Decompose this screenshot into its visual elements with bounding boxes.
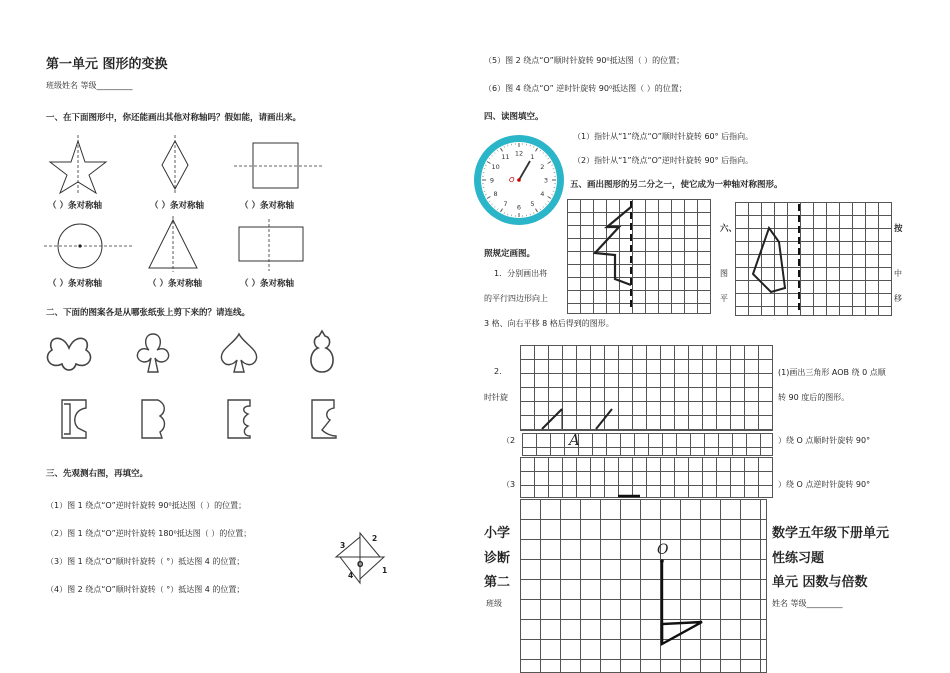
rhombus-figure [150,135,200,195]
cover-right-4: 姓名 等级_________ [772,598,843,609]
paper-piece-3 [222,396,258,442]
pinwheel-figure [336,529,392,587]
six-part-3-left: （3 [502,479,515,490]
section-2-title: 二、下面的图案各是从哪张纸张上剪下来的？请连线。 [46,306,250,318]
six-q2-number: 2. [494,367,502,376]
cover-left-1: 小学 [484,522,510,541]
clock-number: 9 [490,177,494,185]
side-text-ping: 平 [720,293,728,304]
spade-pattern [214,330,264,376]
question-2: （2）图 1 绕点“O”逆时针旋转 180⁰抵达图（ ）的位置； [46,528,251,539]
section-1-title: 一、在下面图形中，你还能画出其他对称轴吗？假如能，请画出来。 [46,111,301,123]
section-6-prefix: 六、 [720,222,737,234]
section-3-title: 三、先观测右图，再填空。 [46,467,148,479]
circle-figure [44,222,134,272]
clock-number: 10 [491,163,499,171]
clock-number: 7 [503,200,507,208]
pinwheel-label-1: 1 [382,566,387,575]
section-4-title: 四、读图填空。 [484,110,544,122]
paper-piece-2 [136,396,172,442]
axis-count-6: （ ）条对称轴 [240,277,294,289]
clock-figure [472,133,566,227]
clock-number: 1 [530,153,534,161]
point-a-label: A [569,431,580,449]
clock-center-label: O [509,176,515,184]
club-pattern [128,330,178,376]
clock-number: 4 [540,190,544,198]
pinwheel-label-2: 2 [372,534,377,543]
rectangle-figure [236,219,316,271]
cover-left-2: 诊断 [484,547,510,566]
question-1: （1）图 1 绕点“O”逆时针旋转 90⁰抵达图（ ）的位置； [46,500,246,511]
six-q2-text-2: 转 90 度后的图形。 [778,392,849,403]
star-figure [44,133,114,195]
pinwheel-label-3: 3 [340,541,345,550]
axis-count-5: （ ）条对称轴 [148,277,202,289]
pinwheel-label-o: O [357,560,363,569]
question-4: （4）图 2 绕点“O”顺时针旋转（ °）抵达图 4 的位置； [46,584,244,595]
section-6-suffix: 按 [894,222,903,234]
cover-right-3: 单元 因数与倍数 [772,571,868,590]
clock-number: 3 [544,177,548,185]
six-part-2-right: ）绕 O 点顺时针旋转 90° [778,435,870,446]
rotation-figure-1 [520,345,772,430]
six-part-2-left: （2 [502,435,515,446]
clock-number: 12 [515,150,523,158]
six-q2-text-left: 时针旋 [484,392,508,403]
trefoil-pattern [44,330,94,376]
cover-right-1: 数学五年级下册单元 [772,522,889,541]
six-q2-text-1: (1)画出三角形 AOB 绕 0 点顺 [778,367,886,378]
pinwheel-label-4: 4 [348,571,353,580]
side-text-tu: 图 [720,268,728,279]
clock-number: 11 [501,153,509,161]
clock-number: 2 [540,163,544,171]
cover-left-3: 第二 [484,571,510,590]
square-figure [234,136,324,196]
section-6-title: 照规定画图。 [484,247,535,259]
section-5-title: 五、画出图形的另二分之一，使它成为一种轴对称图形。 [570,178,783,190]
axis-count-4: （ ）条对称轴 [48,277,102,289]
point-o-label: O [657,542,668,558]
six-q1-line2: 的平行四边形向上 [484,293,548,304]
triangle-figure [145,216,205,272]
question-3: （3）图 1 绕点“O”顺时针旋转（ °）抵达图 4 的位置； [46,556,244,567]
clock-question-2: （2）指针从“1”绕点“O”逆时针旋转 90° 后指向。 [573,155,753,166]
rotation-figure-4 [520,499,766,672]
six-part-3-right: ）绕 O 点逆时针旋转 90° [778,479,870,490]
cover-right-2: 性练习题 [772,547,824,566]
six-q1-line1: 1．分别画出将 [494,268,547,279]
clock-number: 6 [517,204,521,212]
question-5: （5）图 2 绕点“O”顺时针旋转 90⁰抵达图（ ）的位置； [484,55,684,66]
rotation-figure-3 [520,457,772,497]
paper-piece-1 [56,396,92,442]
gourd-pattern [302,328,342,376]
axis-count-1: （ ）条对称轴 [48,199,102,211]
axis-count-3: （ ）条对称轴 [240,199,294,211]
side-text-yi: 移 [894,293,902,304]
half-figure-1 [567,199,710,313]
question-6: （6）图 4 绕点“O” 逆时针旋转 90⁰抵达图（ ）的位置； [484,83,687,94]
six-q1-line3: 3 格、向右平移 8 格后得到的图形。 [484,318,614,329]
rotation-grid-2 [522,433,773,456]
side-text-zhong: 中 [894,268,902,279]
page-title: 第一单元 图形的变换 [46,53,168,72]
clock-number: 5 [530,200,534,208]
axis-count-2: （ ）条对称轴 [150,199,204,211]
clock-number: 8 [494,190,498,198]
half-figure-2 [735,202,891,315]
class-name-line: 班级姓名 等级_________ [46,80,133,91]
paper-piece-4 [306,396,342,442]
cover-left-4: 班级 [486,598,502,609]
clock-question-1: （1）指针从“1”绕点“O”顺时针旋转 60° 后指向。 [573,131,753,142]
